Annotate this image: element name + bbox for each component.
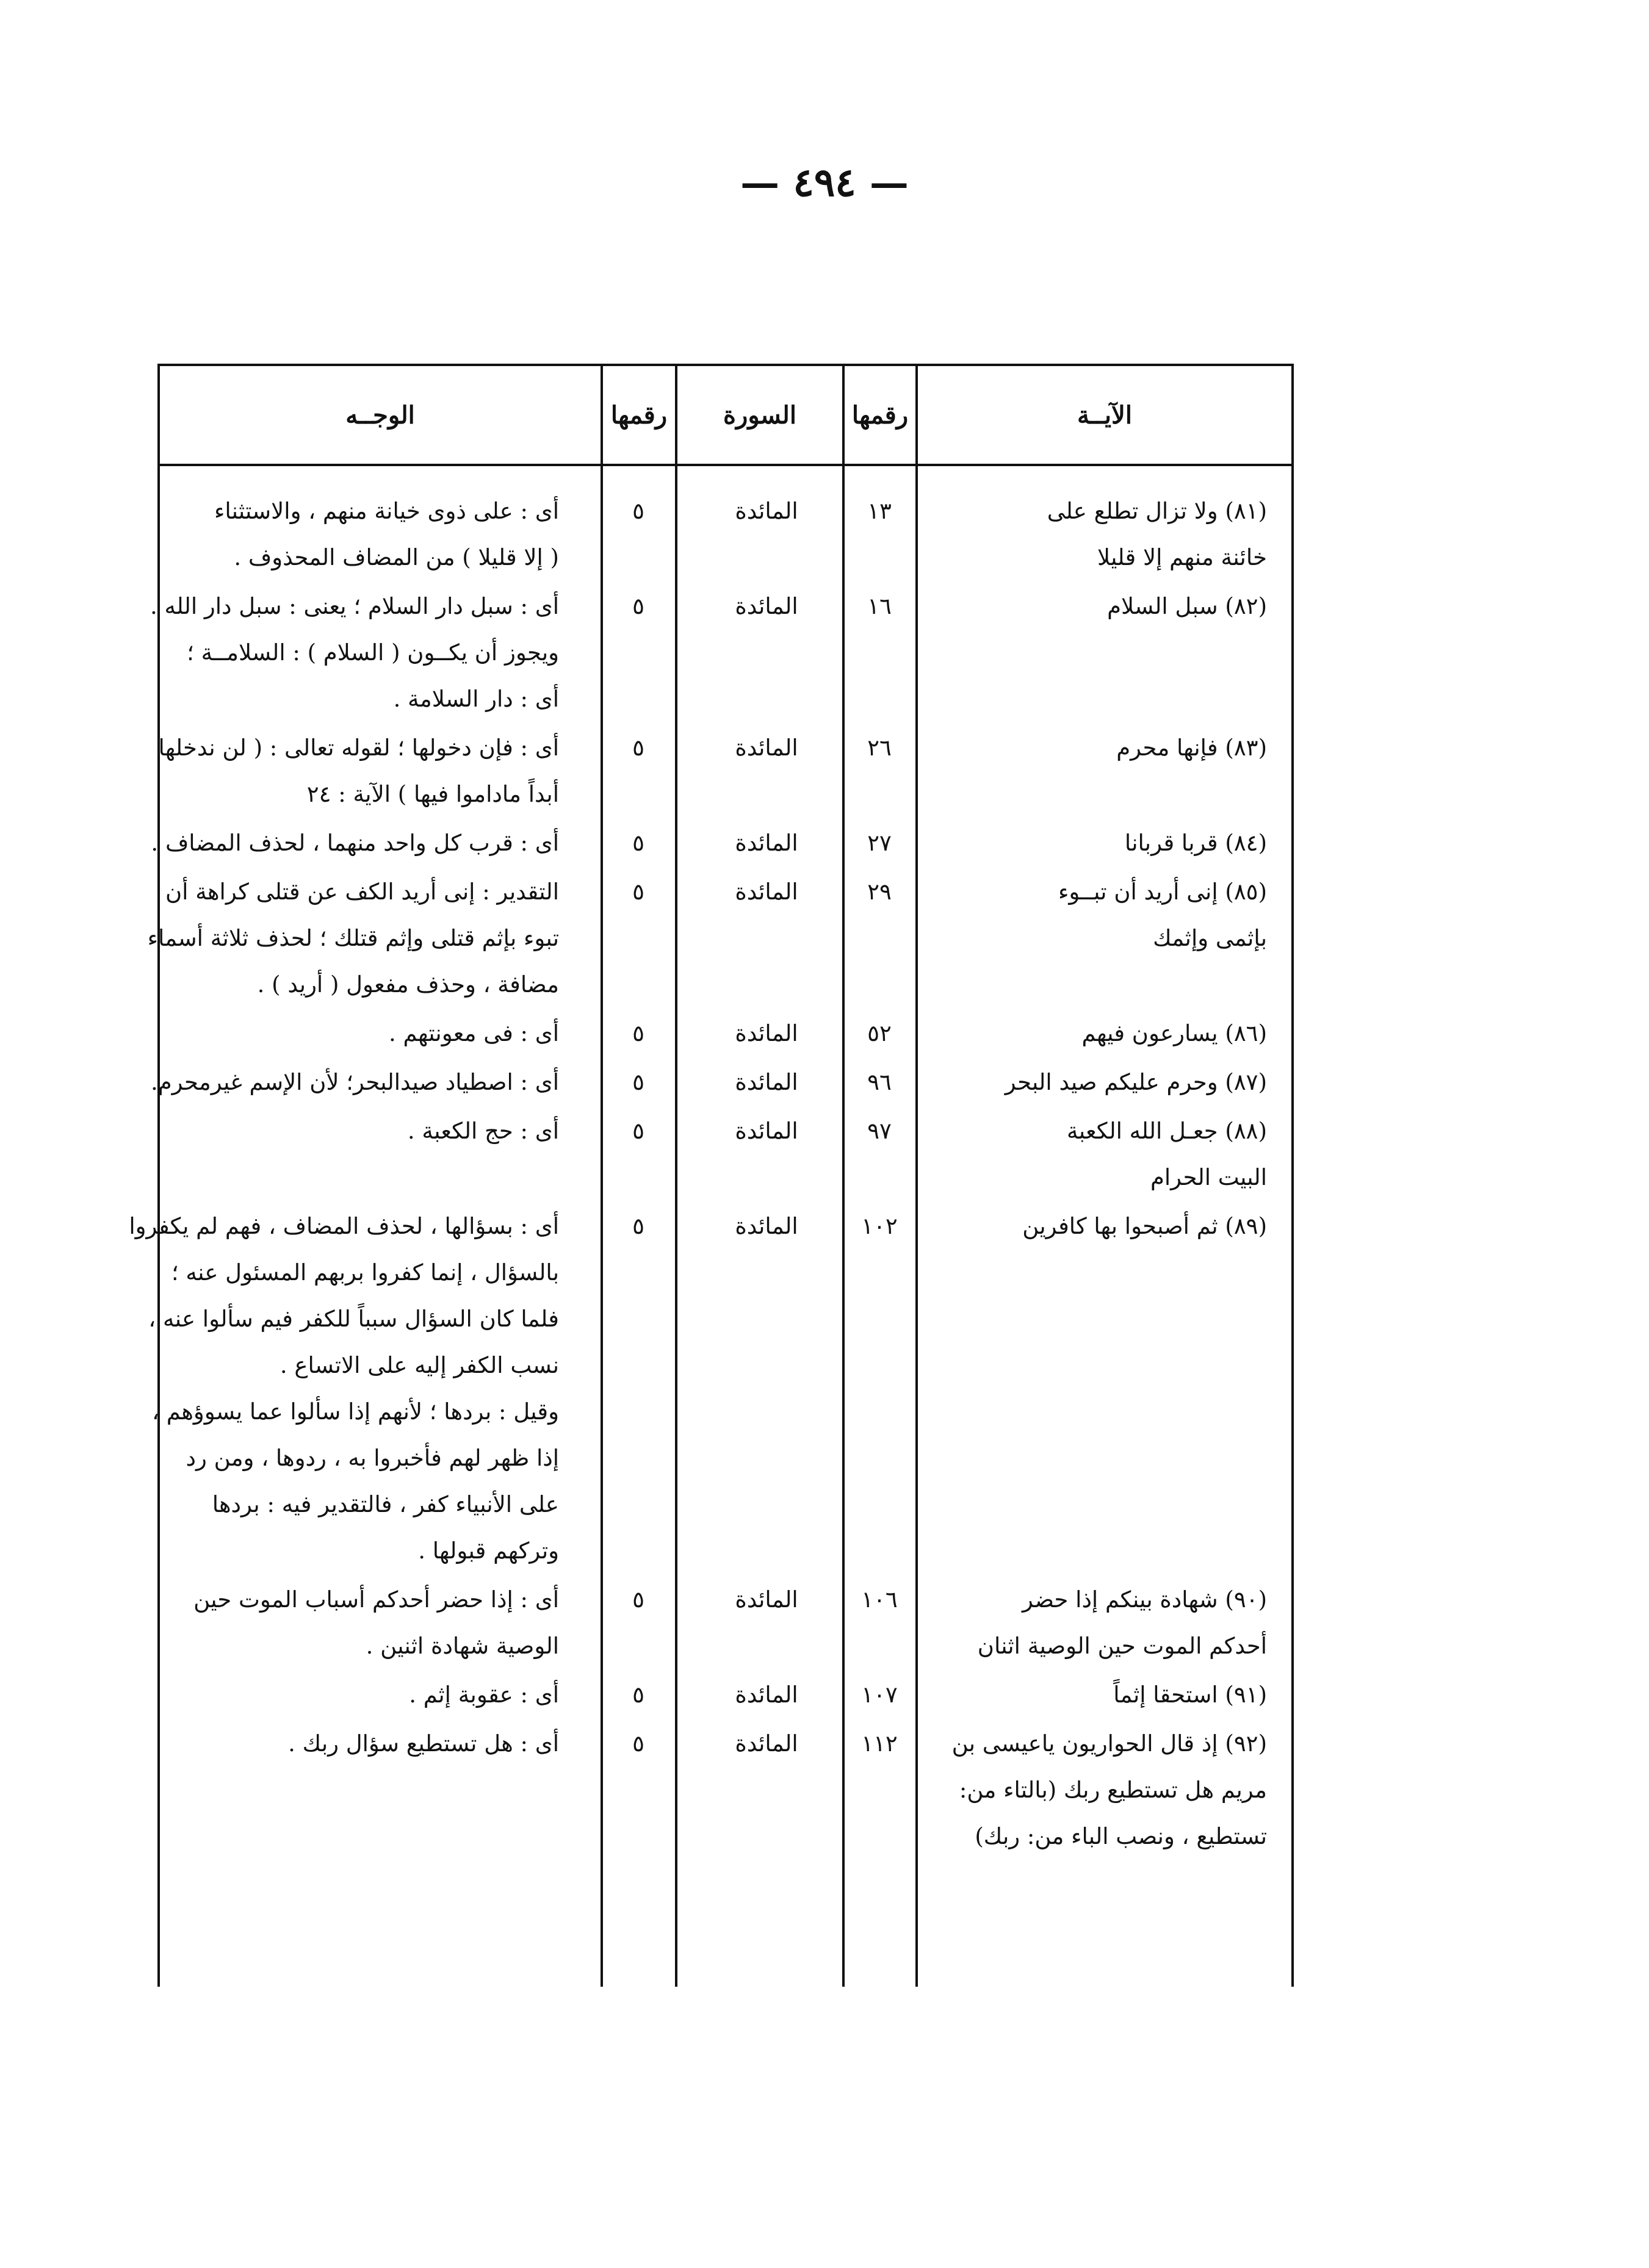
juz-number: ٥ [632,830,644,856]
aya-text-line: خائنة منهم إلا قليلا [1097,544,1267,571]
wajh-text [168,1577,559,1669]
wajh-text-line: أبداً ماداموا فيها ) الآية : ٢٤ [306,781,559,807]
table-row [160,1010,1291,1059]
table-row [150,1059,1291,1108]
wajh-text-line: وتركهم قبولها . [418,1538,559,1564]
wajh-text-line: ويجوز أن يكــون ( السلام ) : السلامــة ؛ [187,639,559,666]
aya-text [956,1059,1267,1106]
aya-text [956,1577,1267,1669]
wajh-text-line: أى : دار السلامة . [393,686,559,712]
aya-text [956,583,1267,630]
juz-number: ٥ [632,879,644,905]
wajh-text [151,820,559,866]
sura-name: المائدة [735,735,798,761]
aya-text-line: أحدكم الموت حين الوصية اثنان [977,1633,1267,1659]
header-rule [160,464,1291,466]
aya-text-line: (٩٠) شهادة بينكم إذا حضر [1022,1586,1267,1613]
aya-number: ١١٢ [861,1730,898,1757]
wajh-text-line: تبوء بإثم قتلى وإثم قتلك ؛ لحذف ثلاثة أسماء [147,925,559,951]
aya-text-line: (٨٨) جعـل الله الكعبة [1067,1118,1267,1144]
aya-text [956,725,1267,771]
sura-name: المائدة [735,1213,798,1239]
wajh-text-line: مضافة ، وحذف مفعول ( أريد ) . [257,971,559,998]
wajh-text-line: أى : بسؤالها ، لحذف المضاف ، فهم لم يكفروا [129,1213,559,1239]
table-row [160,725,1291,820]
header-juz-number: رقمها [610,400,668,430]
aya-text [956,488,1267,581]
sura-name: المائدة [735,830,798,856]
header-aya-number: رقمها [851,400,909,430]
juz-number: ٥ [632,1586,644,1613]
aya-text-line: تستطيع ، ونصب الباء من: ربك) [975,1823,1267,1849]
table-row [160,1577,1291,1672]
juz-number: ٥ [632,1682,644,1708]
sura-name: المائدة [735,879,798,905]
juz-number: ٥ [632,1730,644,1757]
aya-text [951,1721,1267,1860]
aya-number: ٩٦ [867,1069,892,1095]
wajh-text [150,583,559,722]
aya-number: ١٦ [867,593,892,619]
wajh-text-line: بالسؤال ، إنما كفروا بربهم المسئول عنه ؛ [171,1259,559,1286]
aya-text-line: مريم هل تستطيع ربك (بالتاء من: [959,1777,1267,1803]
wajh-text-line: التقدير : إنى أريد الكف عن قتلى كراهة أن [165,879,559,905]
wajh-text-line: ( إلا قليلا ) من المضاف المحذوف . [234,544,559,571]
wajh-text [168,1721,559,1767]
wajh-text [147,869,559,1008]
table-row [151,820,1291,869]
table-row [129,1203,1291,1577]
aya-text [956,1672,1267,1718]
wajh-text-line: أى : فإن دخولها ؛ لقوله تعالى : ( لن ندخلها [158,735,559,761]
aya-number: ١٠٦ [861,1586,898,1613]
wajh-text-line: أى : هل تستطيع سؤال ربك . [288,1730,559,1757]
aya-text-line: (٨٤) قربا قربانا [1124,830,1267,856]
wajh-text-line: الوصية شهادة اثنين . [366,1633,559,1659]
aya-number: ١٠٢ [861,1213,898,1239]
table-row [147,869,1291,1010]
aya-number: ١٠٧ [861,1682,898,1708]
page-number: — ٤٩٤ — [740,160,909,206]
wajh-text [158,725,559,818]
table-row [160,1108,1291,1203]
juz-number: ٥ [632,593,644,619]
juz-number: ٥ [632,1020,644,1046]
wajh-text [129,1203,559,1574]
concordance-table [129,364,1294,1987]
aya-number: ٢٧ [867,830,892,856]
wajh-text-line: نسب الكفر إليه على الاتساع . [280,1352,559,1378]
aya-text-line: (٨١) ولا تزال تطلع على [1047,498,1267,524]
aya-number: ٢٦ [867,735,892,761]
table-row [160,1721,1291,1862]
wajh-text [168,1010,559,1057]
table-row [150,583,1291,725]
aya-text-line: (٨٢) سبل السلام [1107,593,1267,619]
juz-number: ٥ [632,498,644,524]
sura-name: المائدة [735,1586,798,1613]
header-wajh: الوجــه [345,400,415,430]
juz-number: ٥ [632,1118,644,1144]
wajh-text-line: أى : إذا حضر أحدكم أسباب الموت حين [193,1586,559,1613]
aya-number: ٢٩ [867,879,892,905]
wajh-text-line: أى : قرب كل واحد منهما ، لحذف المضاف . [151,830,559,856]
aya-text-line: (٨٧) وحرم عليكم صيد البحر [1005,1069,1267,1095]
wajh-text-line: وقيل : بردها ؛ لأنهم إذا سألوا عما يسوؤهم ، [152,1399,559,1425]
wajh-text [168,1672,559,1718]
aya-text-line: (٩١) استحقا إثماً [1113,1682,1267,1708]
header-sura: السورة [723,400,796,430]
wajh-text [150,1059,559,1106]
juz-number: ٥ [632,735,644,761]
sura-name: المائدة [735,1118,798,1144]
juz-number: ٥ [632,1213,644,1239]
aya-text-line: (٨٥) إنى أريد أن تبــوء [1058,879,1267,905]
aya-text [956,1108,1267,1201]
aya-text [956,820,1267,866]
header-aya: الآيــة [1077,400,1132,430]
wajh-text-line: فلما كان السؤال سبباً للكفر فيم سألوا عنه ، [148,1306,559,1332]
aya-text [956,869,1267,962]
wajh-text-line: أى : فى معونتهم . [389,1020,559,1046]
sura-name: المائدة [735,1069,798,1095]
wajh-text [168,488,559,581]
wajh-text-line: أى : عقوبة إثم . [409,1682,559,1708]
aya-text-line: (٩٢) إذ قال الحواريون ياعيسى بن [951,1730,1267,1757]
aya-number: ١٣ [867,498,892,524]
table-body [129,488,1291,1862]
sura-name: المائدة [735,593,798,619]
wajh-text [168,1108,559,1154]
sura-name: المائدة [735,1730,798,1757]
aya-text-line: البيت الحرام [1150,1164,1267,1190]
aya-number: ٥٢ [867,1020,892,1046]
aya-text-line: (٨٩) ثم أصبحوا بها كافرين [1022,1213,1267,1239]
aya-text [956,1203,1267,1250]
aya-text [956,1010,1267,1057]
aya-text-line: بإثمى وإثمك [1153,925,1267,951]
sura-name: المائدة [735,1020,798,1046]
wajh-text-line: أى : سبل دار السلام ؛ يعنى : سبل دار الله . [150,593,559,619]
wajh-text-line: أى : اصطياد صيدالبحر؛ لأن الإسم غيرمحرم. [150,1069,559,1095]
wajh-text-line: إذا ظهر لهم فأخبروا به ، ردوها ، ومن رد [186,1445,559,1471]
table-row [160,1672,1291,1721]
aya-number: ٩٧ [867,1118,892,1144]
wajh-text-line: أى : على ذوى خيانة منهم ، والاستثناء [214,498,559,524]
table-row [160,488,1291,583]
wajh-text-line: على الأنبياء كفر ، فالتقدير فيه : بردها [212,1491,559,1517]
wajh-text-line: أى : حج الكعبة . [407,1118,559,1144]
sura-name: المائدة [735,1682,798,1708]
sura-name: المائدة [735,498,798,524]
aya-text-line: (٨٣) فإنها محرم [1116,735,1267,761]
aya-text-line: (٨٦) يسارعون فيهم [1081,1020,1267,1046]
juz-number: ٥ [632,1069,644,1095]
